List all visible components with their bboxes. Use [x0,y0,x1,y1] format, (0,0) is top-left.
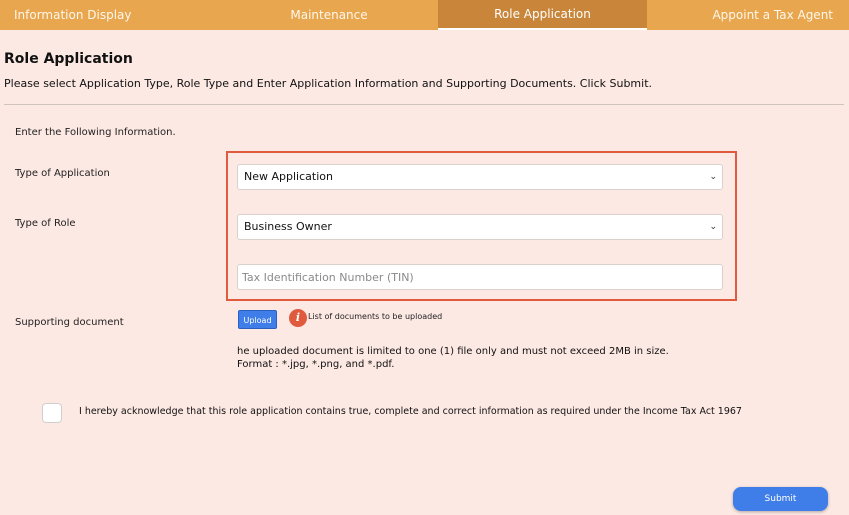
supporting-document-label: Supporting document [15,317,124,328]
document-list-link[interactable]: List of documents to be uploaded [308,312,443,321]
tab-role-application[interactable]: Role Application [438,0,647,30]
chevron-down-icon: ⌄ [709,172,717,182]
application-type-select[interactable] [237,164,723,190]
upload-limit-note [237,345,669,371]
tab-appoint-tax-agent[interactable]: Appoint a Tax Agent [712,8,833,22]
chevron-down-icon: ⌄ [709,222,717,232]
page-instructions: Please select Application Type, Role Type and Enter Application Information and Supporting Documents. Click Submit. [4,77,653,90]
upload-button[interactable]: Upload [238,310,277,329]
tab-information-display[interactable]: Information Display [14,8,132,22]
role-type-select[interactable] [237,214,723,240]
upload-format-line: Format : *.jpg, *.png, and *.pdf. [237,359,395,370]
role-type-value: Business Owner [244,220,332,233]
tab-bar [0,0,849,30]
application-type-label: Type of Application [15,168,110,179]
page-title: Role Application [4,51,133,67]
acknowledge-text: I hereby acknowledge that this role application contains true, complete and correct information as required under the Income Tax Act 1967 [79,406,742,417]
upload-limit-line: he uploaded document is limited to one (1) file only and must not exceed 2MB in size. [237,346,669,357]
tin-input[interactable] [237,264,723,290]
role-type-label: Type of Role [15,218,76,229]
application-type-value: New Application [244,170,333,183]
form-intro: Enter the Following Information. [15,127,176,138]
info-icon[interactable]: i [289,309,307,327]
submit-button[interactable]: Submit [733,487,828,511]
divider [4,104,844,105]
tab-maintenance[interactable]: Maintenance [290,8,368,22]
acknowledge-checkbox[interactable] [42,403,62,423]
